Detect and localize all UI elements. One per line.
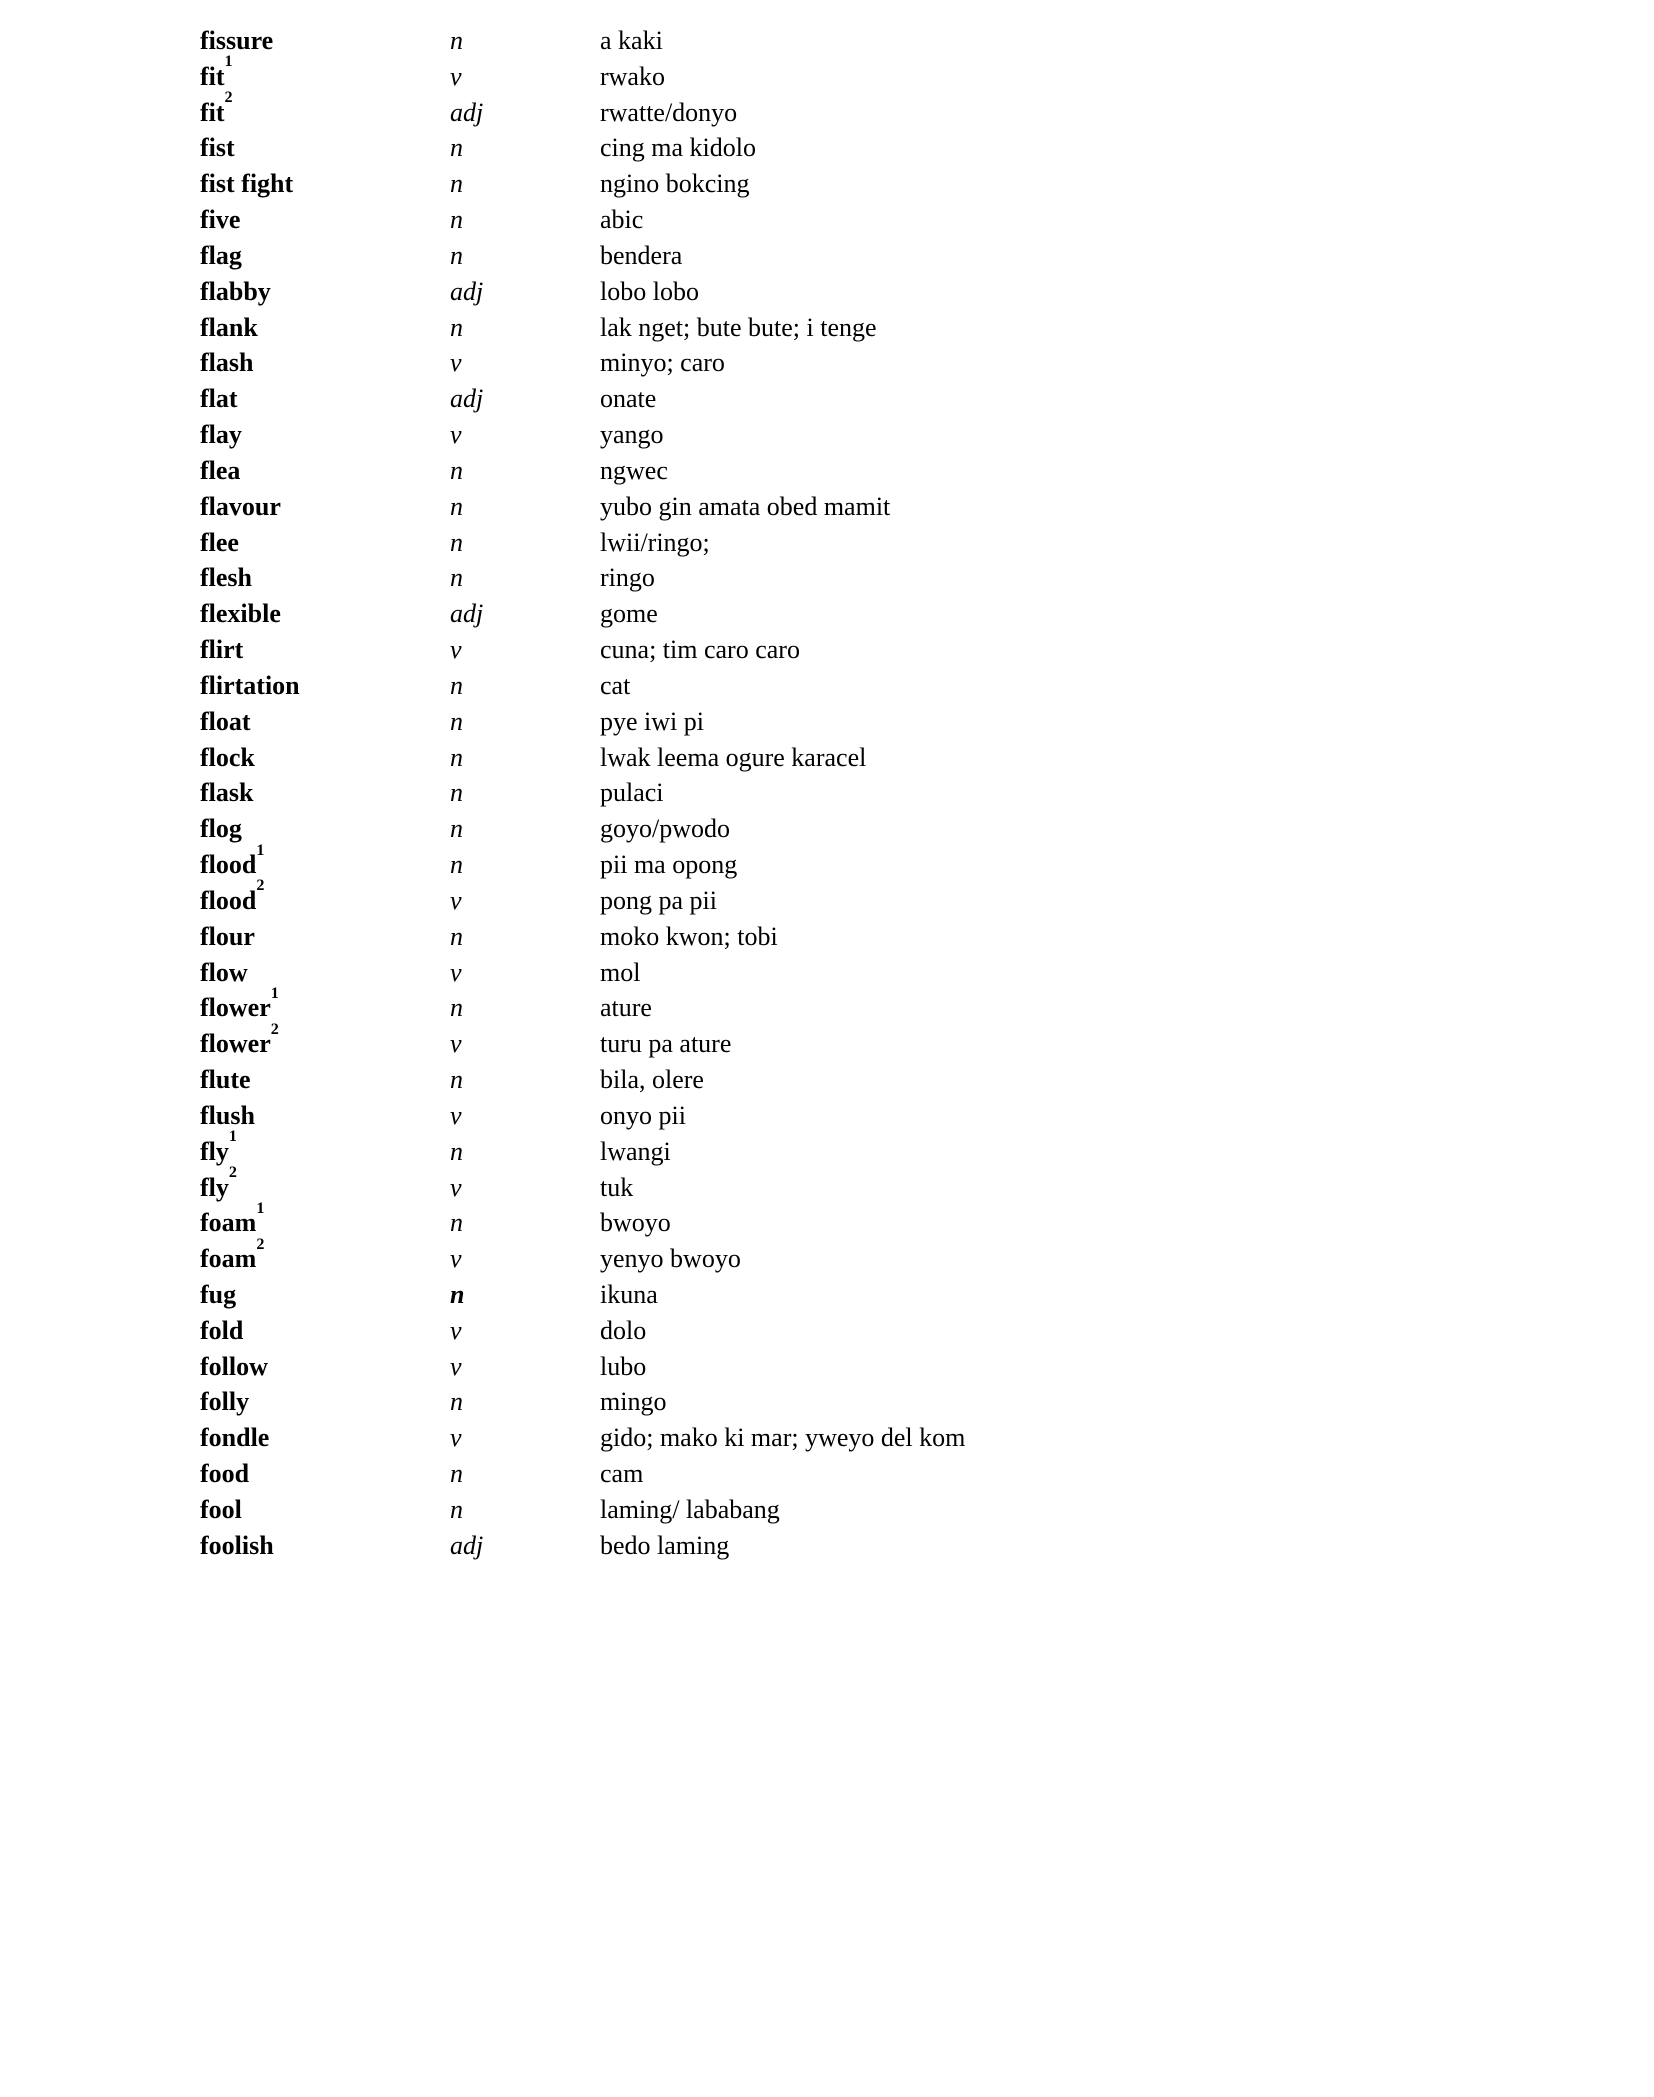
translation-text: tuk — [600, 1172, 634, 1202]
headword-text: flavour — [200, 491, 281, 521]
headword-superscript: 2 — [256, 877, 265, 895]
part-of-speech-label: v — [450, 1172, 462, 1202]
translation-text: cat — [600, 670, 631, 700]
headword-superscript: 2 — [270, 1020, 279, 1038]
dictionary-entry-row — [200, 1098, 1614, 1134]
dictionary-entry-row — [200, 202, 1614, 238]
headword — [200, 632, 450, 668]
translation-text: ngino bokcing — [600, 169, 750, 199]
part-of-speech-label: v — [450, 1244, 462, 1274]
headword — [200, 274, 450, 310]
translation-text: lwak leema ogure karacel — [600, 742, 867, 772]
part-of-speech-label: n — [450, 563, 463, 593]
headword-text: flexible — [200, 599, 281, 629]
translation-text: lwii/ringo; — [600, 527, 710, 557]
part-of-speech-label: n — [450, 491, 463, 521]
headword-text: flute — [200, 1065, 251, 1095]
translation-text: pulaci — [600, 778, 664, 808]
translation-text: yango — [600, 420, 664, 450]
dictionary-entry-row — [200, 1128, 1614, 1170]
headword — [200, 1384, 450, 1420]
dictionary-entry-row — [200, 53, 1614, 95]
headword-text: flea — [200, 455, 241, 485]
headword-superscript: 1 — [224, 53, 233, 71]
dictionary-entry-row — [200, 238, 1614, 274]
dictionary-entry-row — [200, 489, 1614, 525]
dictionary-entry-row — [200, 1199, 1614, 1241]
dictionary-entry-row — [200, 1313, 1614, 1349]
translation-text: rwako — [600, 61, 665, 91]
headword — [200, 166, 450, 202]
part-of-speech-label: n — [450, 1494, 463, 1524]
headword-text: float — [200, 706, 251, 736]
headword — [200, 668, 450, 704]
headword — [200, 811, 450, 847]
translation-text: cuna; tim caro caro — [600, 635, 800, 665]
translation-text: pong pa pii — [600, 885, 717, 915]
headword-text: foam — [200, 1208, 257, 1238]
translation-text: cam — [600, 1459, 644, 1489]
dictionary-entry-row — [200, 89, 1614, 131]
headword — [200, 1492, 450, 1528]
headword-text: flesh — [200, 563, 252, 593]
headword-text: flood — [200, 850, 257, 880]
translation-text: ngwec — [600, 455, 668, 485]
translation-text: bila, olere — [600, 1065, 704, 1095]
headword — [200, 1313, 450, 1349]
dictionary-entry-row — [200, 919, 1614, 955]
headword-text: foam — [200, 1244, 257, 1274]
headword-text: flower — [200, 993, 271, 1023]
headword-text: food — [200, 1459, 250, 1489]
translation-text: lubo — [600, 1351, 647, 1381]
headword-text: flour — [200, 921, 255, 951]
part-of-speech-label: v — [450, 1351, 462, 1381]
translation-text: yenyo bwoyo — [600, 1244, 741, 1274]
dictionary-entry-row — [200, 1384, 1614, 1420]
headword-superscript: 1 — [256, 1199, 265, 1217]
translation-text: bendera — [600, 240, 683, 270]
translation-text: mol — [600, 957, 641, 987]
part-of-speech-label: n — [450, 1387, 463, 1417]
part-of-speech-label: n — [450, 814, 463, 844]
dictionary-entry-row — [200, 877, 1614, 919]
part-of-speech-label: n — [450, 993, 463, 1023]
dictionary-entry-row — [200, 596, 1614, 632]
headword-text: fool — [200, 1494, 242, 1524]
headword-text: flash — [200, 348, 254, 378]
dictionary-entry-row — [200, 811, 1614, 847]
translation-text: laming/ lababang — [600, 1494, 780, 1524]
headword — [200, 841, 450, 883]
part-of-speech-label: adj — [450, 97, 484, 127]
headword — [200, 525, 450, 561]
part-of-speech-label: v — [450, 61, 462, 91]
part-of-speech-label: n — [450, 742, 463, 772]
headword-text: flag — [200, 240, 242, 270]
dictionary-entry-row — [200, 560, 1614, 596]
headword-text: flirtation — [200, 670, 300, 700]
headword-superscript: 1 — [270, 984, 279, 1002]
dictionary-entry-row — [200, 668, 1614, 704]
translation-text: a kaki — [600, 26, 663, 55]
headword-superscript: 1 — [228, 1128, 237, 1146]
part-of-speech-label: n — [450, 26, 463, 55]
translation-text: lobo lobo — [600, 276, 699, 306]
part-of-speech-label: adj — [450, 276, 484, 306]
headword-text: foolish — [200, 1530, 274, 1560]
translation-text: ikuna — [600, 1279, 658, 1309]
headword — [200, 130, 450, 166]
part-of-speech-label: n — [450, 527, 463, 557]
translation-text: gome — [600, 599, 658, 629]
dictionary-entry-row — [200, 1020, 1614, 1062]
dictionary-entry-row — [200, 1420, 1614, 1456]
dictionary-entry-row — [200, 130, 1614, 166]
translation-text: onate — [600, 384, 657, 414]
part-of-speech-label: v — [450, 1315, 462, 1345]
part-of-speech-label: v — [450, 635, 462, 665]
headword-text: fissure — [200, 26, 274, 55]
part-of-speech-label: n — [450, 1208, 463, 1238]
headword — [200, 775, 450, 811]
headword — [200, 453, 450, 489]
headword-text: flower — [200, 1029, 271, 1059]
part-of-speech-label: n — [450, 205, 463, 235]
part-of-speech-label: v — [450, 420, 462, 450]
headword — [200, 1128, 450, 1170]
translation-text: onyo pii — [600, 1100, 686, 1130]
dictionary-entry-row — [200, 1349, 1614, 1385]
headword-text: flay — [200, 420, 242, 450]
dictionary-entry-row — [200, 381, 1614, 417]
headword-text: flush — [200, 1100, 255, 1130]
dictionary-entry-row — [200, 1492, 1614, 1528]
part-of-speech-label: n — [450, 1279, 465, 1309]
part-of-speech-label: n — [450, 312, 463, 342]
headword — [200, 1020, 450, 1062]
part-of-speech-label: n — [450, 133, 463, 163]
headword — [200, 489, 450, 525]
translation-text: pii ma opong — [600, 850, 738, 880]
headword-superscript: 2 — [256, 1235, 265, 1253]
dictionary-entry-row — [200, 345, 1614, 381]
part-of-speech-label: v — [450, 957, 462, 987]
headword-text: flat — [200, 384, 238, 414]
dictionary-entry-row — [200, 955, 1614, 991]
headword-text: flask — [200, 778, 254, 808]
dictionary-entry-row — [200, 984, 1614, 1026]
part-of-speech-label: n — [450, 1459, 463, 1489]
part-of-speech-label: n — [450, 670, 463, 700]
headword-text: flabby — [200, 276, 271, 306]
headword-text: fist fight — [200, 169, 294, 199]
headword — [200, 596, 450, 632]
dictionary-entry-row — [200, 23, 1614, 59]
part-of-speech-label: n — [450, 850, 463, 880]
headword-text: flirt — [200, 635, 244, 665]
headword — [200, 1277, 450, 1313]
dictionary-entry-row — [200, 1163, 1614, 1206]
headword — [200, 1456, 450, 1492]
dictionary-entry-row — [200, 1456, 1614, 1492]
headword — [200, 1235, 450, 1277]
headword-text: folly — [200, 1387, 250, 1417]
headword-text: flood — [200, 885, 257, 915]
part-of-speech-label: adj — [450, 599, 484, 629]
headword — [200, 1349, 450, 1385]
dictionary-entry-row — [200, 310, 1614, 346]
headword — [200, 417, 450, 453]
dictionary-entry-row — [200, 1062, 1614, 1098]
translation-text: turu pa ature — [600, 1029, 732, 1059]
translation-text: goyo/pwodo — [600, 814, 730, 844]
headword — [200, 955, 450, 991]
translation-text: mingo — [600, 1387, 667, 1417]
translation-text: rwatte/donyo — [600, 97, 738, 127]
headword — [200, 704, 450, 740]
headword-text: flee — [200, 527, 239, 557]
headword-text: fit — [200, 97, 225, 127]
headword — [200, 89, 450, 131]
part-of-speech-label: n — [450, 706, 463, 736]
translation-text: abic — [600, 205, 644, 235]
headword — [200, 345, 450, 381]
dictionary-entry-row — [200, 1528, 1614, 1564]
headword-superscript: 1 — [256, 841, 265, 859]
headword — [200, 1062, 450, 1098]
dictionary-entry-row — [200, 417, 1614, 453]
part-of-speech-label: n — [450, 921, 463, 951]
translation-text: ature — [600, 993, 652, 1023]
dictionary-entry-row — [200, 1277, 1614, 1313]
headword — [200, 381, 450, 417]
translation-text: gido; mako ki mar; yweyo del kom — [600, 1423, 966, 1453]
part-of-speech-label: n — [450, 778, 463, 808]
headword-text: five — [200, 205, 241, 235]
headword-superscript: 2 — [224, 89, 233, 107]
dictionary-entry-row — [200, 525, 1614, 561]
headword — [200, 238, 450, 274]
headword — [200, 984, 450, 1026]
headword-text: fondle — [200, 1423, 270, 1453]
headword — [200, 23, 450, 59]
part-of-speech-label: v — [450, 1100, 462, 1130]
headword — [200, 53, 450, 95]
translation-text: yubo gin amata obed mamit — [600, 491, 891, 521]
part-of-speech-label: adj — [450, 1530, 484, 1560]
dictionary-entry-row — [200, 1235, 1614, 1277]
dictionary-entry-row — [200, 841, 1614, 883]
translation-text: pye iwi pi — [600, 706, 704, 736]
translation-text: lwangi — [600, 1136, 671, 1166]
dictionary-entry-row — [200, 740, 1614, 776]
part-of-speech-label: v — [450, 885, 462, 915]
translation-text: bwoyo — [600, 1208, 671, 1238]
translation-text: bedo laming — [600, 1530, 730, 1560]
headword-text: fold — [200, 1315, 244, 1345]
part-of-speech-label: v — [450, 1029, 462, 1059]
headword — [200, 560, 450, 596]
headword — [200, 1098, 450, 1134]
dictionary-entry-row — [200, 274, 1614, 310]
part-of-speech-label: v — [450, 348, 462, 378]
headword — [200, 740, 450, 776]
translation-text: cing ma kidolo — [600, 133, 756, 163]
headword — [200, 919, 450, 955]
headword-text: flock — [200, 742, 255, 772]
headword-text: fug — [200, 1279, 237, 1309]
headword-text: fly — [200, 1136, 229, 1166]
headword-superscript: 2 — [228, 1163, 237, 1181]
headword — [200, 1528, 450, 1564]
part-of-speech-label: n — [450, 240, 463, 270]
translation-text: dolo — [600, 1315, 647, 1345]
translation-text: moko kwon; tobi — [600, 921, 778, 951]
headword — [200, 1420, 450, 1456]
translation-text: minyo; caro — [600, 348, 725, 378]
headword-text: flow — [200, 957, 248, 987]
dictionary-entry-row — [200, 775, 1614, 811]
headword — [200, 310, 450, 346]
headword-text: fit — [200, 61, 225, 91]
dictionary-entry-row — [200, 632, 1614, 668]
dictionary-entry-row — [200, 166, 1614, 202]
part-of-speech-label: v — [450, 1423, 462, 1453]
translation-text: ringo — [600, 563, 655, 593]
part-of-speech-label: n — [450, 455, 463, 485]
headword-text: flog — [200, 814, 242, 844]
part-of-speech-label: n — [450, 1136, 463, 1166]
part-of-speech-label: adj — [450, 384, 484, 414]
headword — [200, 1163, 450, 1206]
headword — [200, 1199, 450, 1241]
dictionary-entry-row — [200, 453, 1614, 489]
headword-text: fly — [200, 1172, 229, 1202]
part-of-speech-label: n — [450, 1065, 463, 1095]
headword — [200, 202, 450, 238]
headword-text: follow — [200, 1351, 268, 1381]
dictionary-entry-row — [200, 704, 1614, 740]
headword-text: flank — [200, 312, 258, 342]
headword-text: fist — [200, 133, 235, 163]
part-of-speech-label: n — [450, 169, 463, 199]
translation-text: lak nget; bute bute; i tenge — [600, 312, 877, 342]
headword — [200, 877, 450, 919]
